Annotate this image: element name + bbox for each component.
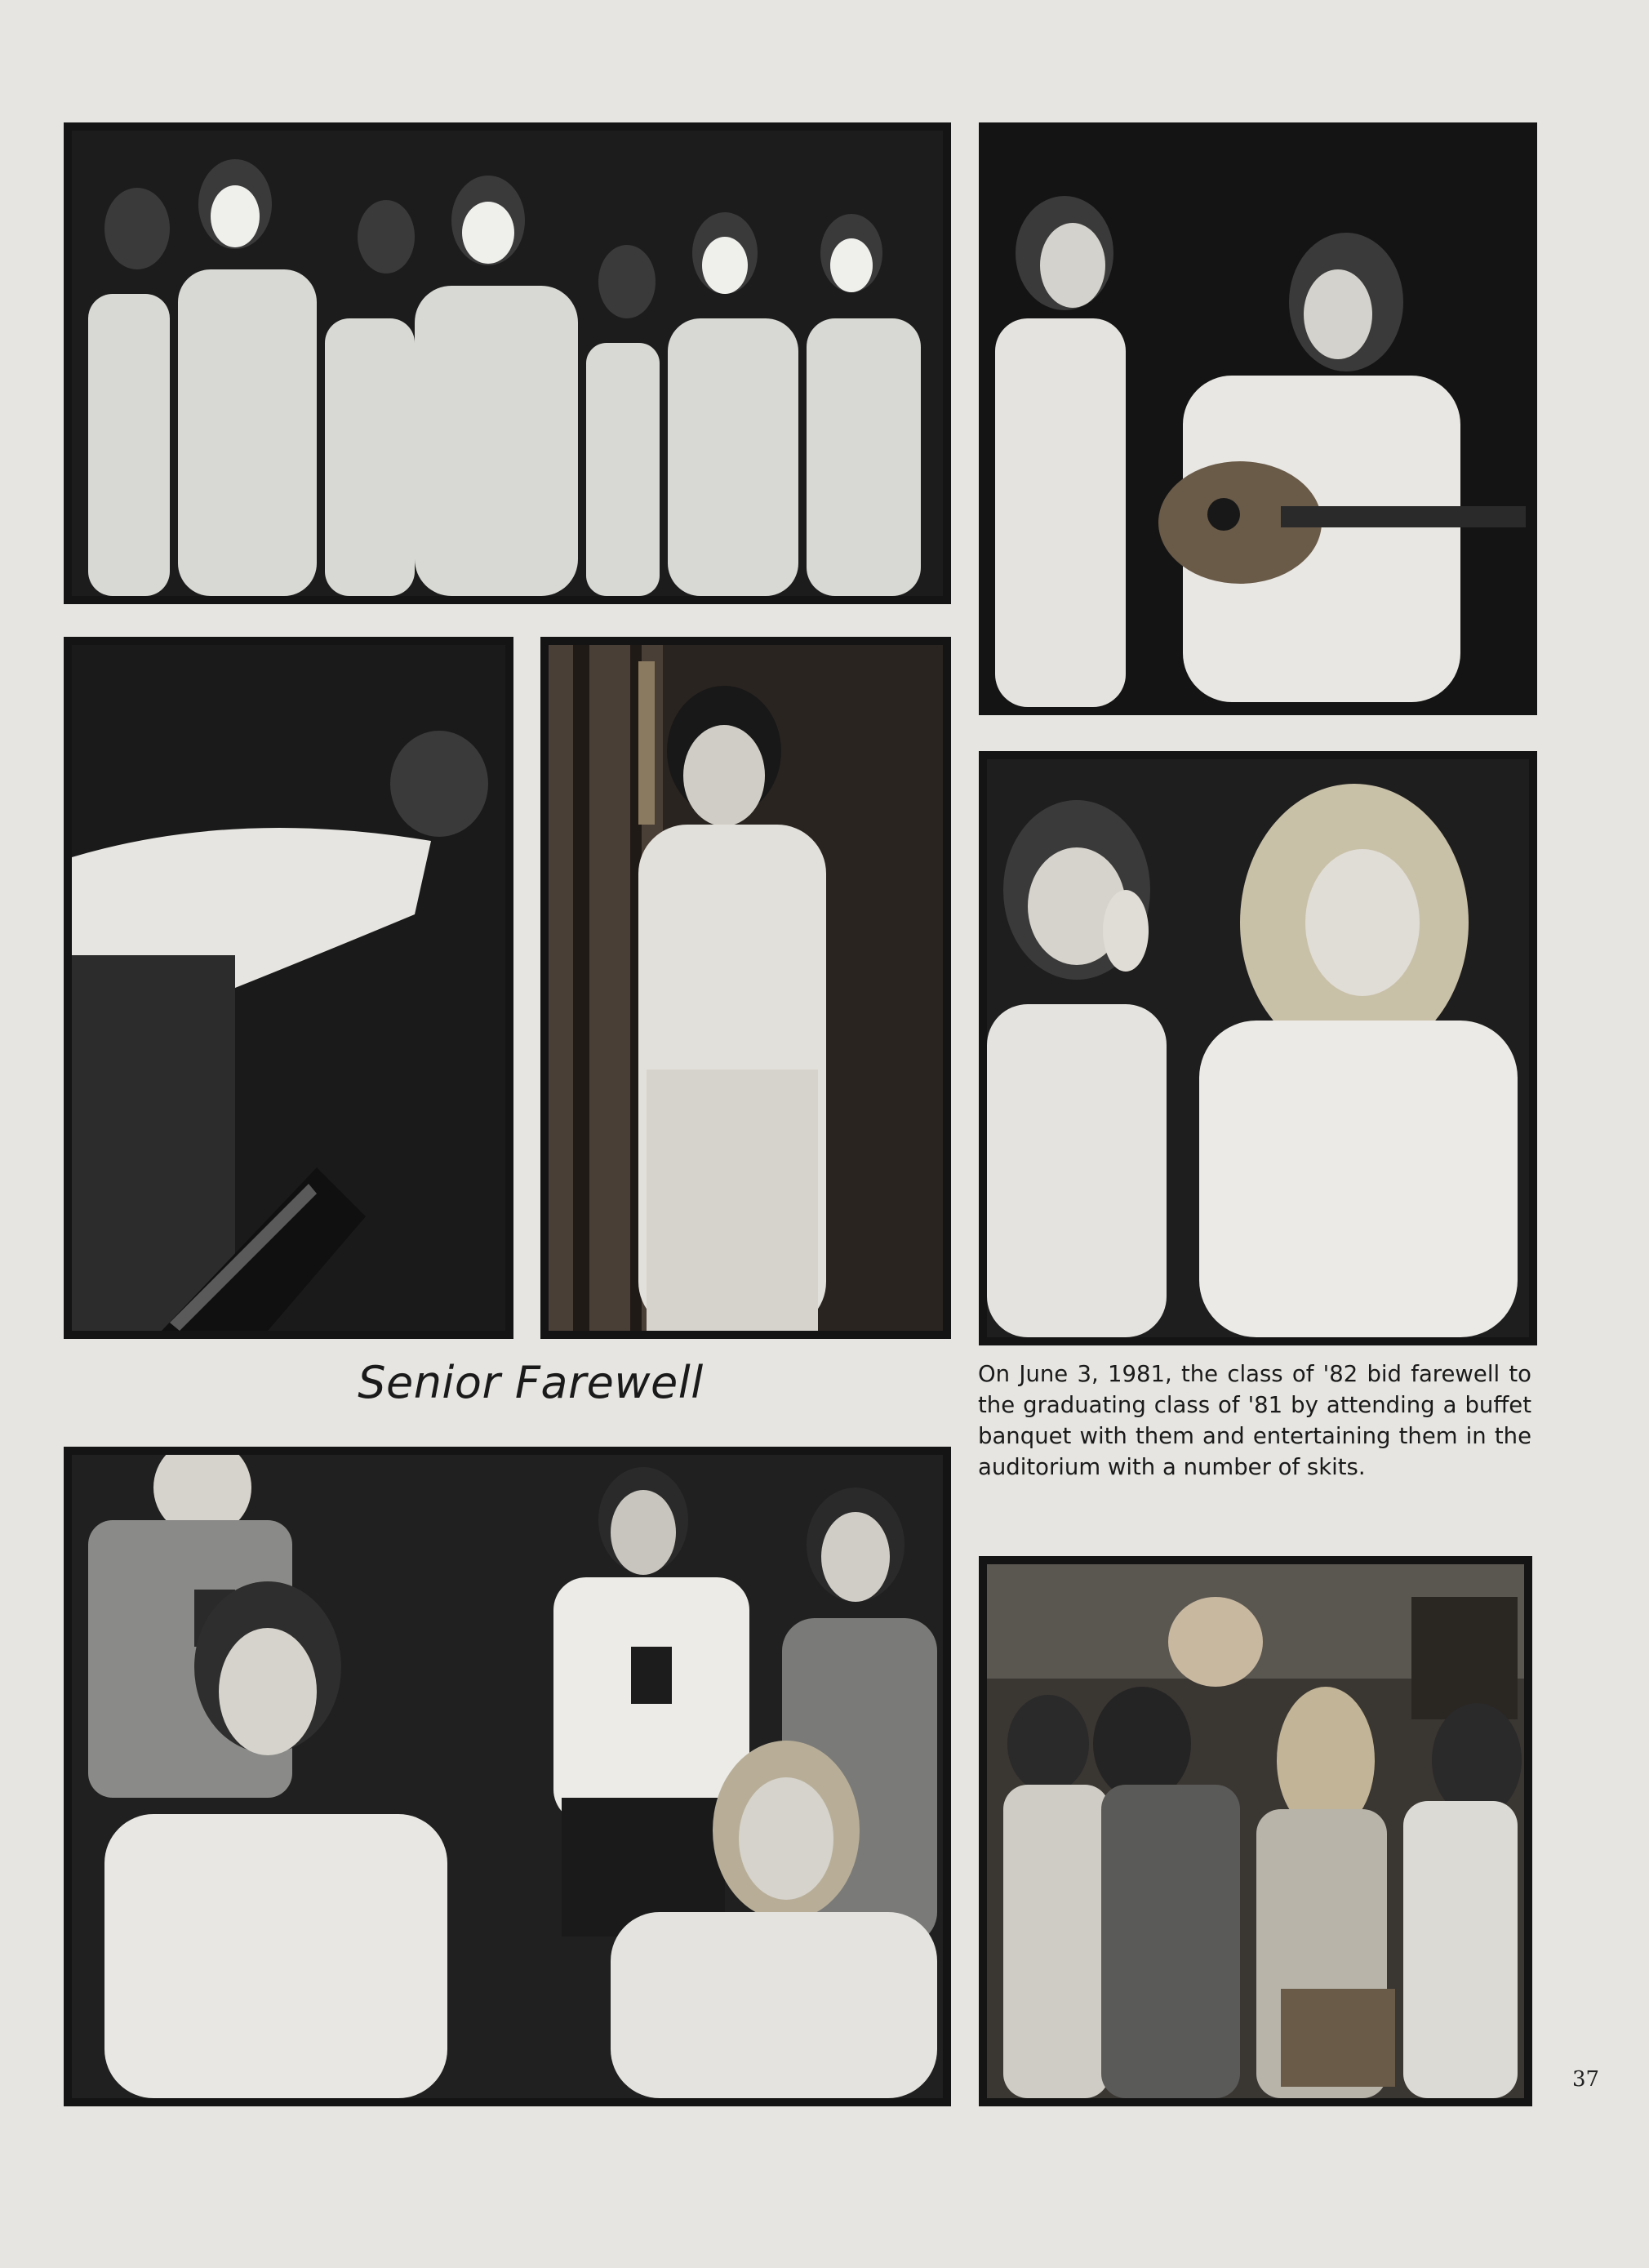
photo-student-bending xyxy=(64,637,513,1339)
cheerleaders-image xyxy=(72,1455,943,2098)
guitar-player-image xyxy=(987,131,1529,707)
group-singing-image xyxy=(72,131,943,596)
photo-woman-trophy-case xyxy=(540,637,951,1339)
photo-cheerleaders xyxy=(64,1447,951,2106)
banquet-crowd-image xyxy=(987,1564,1524,2098)
woman-trophy-case-image xyxy=(549,645,943,1331)
student-bending-image xyxy=(72,645,505,1331)
photo-guitar-player xyxy=(979,122,1537,715)
photo-banquet-crowd xyxy=(979,1556,1532,2106)
page-title: Senior Farewell xyxy=(358,1357,704,1408)
page-number: 37 xyxy=(1572,2067,1600,2092)
two-girls-laughing-image xyxy=(987,759,1529,1337)
photo-two-girls-laughing xyxy=(979,751,1537,1345)
photo-caption: On June 3, 1981, the class of '82 bid farewell to the graduating class of '81 by attending a buffet banquet with them and entertaining them in the auditorium with a number of skits. xyxy=(978,1361,1531,1480)
photo-group-singing xyxy=(64,122,951,604)
